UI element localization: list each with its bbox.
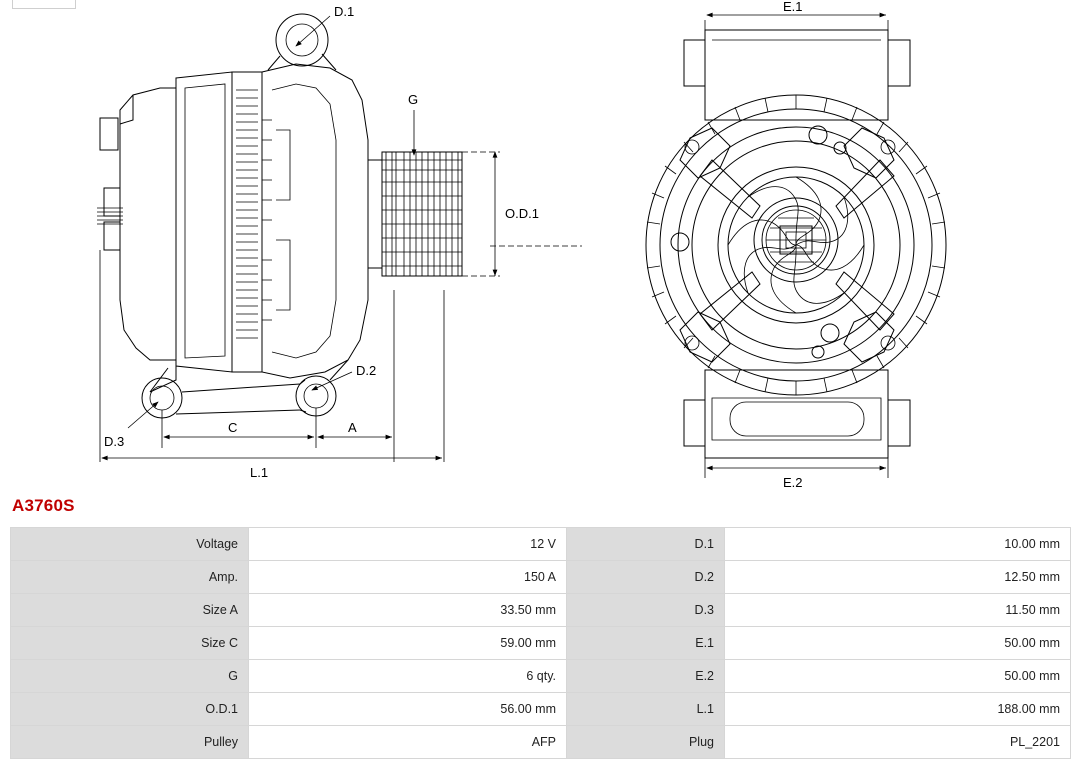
table-row — [11, 561, 1071, 594]
spec-value: 33.50 mm — [249, 594, 567, 627]
spec-value: AFP — [249, 726, 567, 759]
table-row — [11, 627, 1071, 660]
part-number: A3760S — [12, 496, 75, 515]
table-row — [11, 726, 1071, 759]
spec-value: 6 qty. — [249, 660, 567, 693]
side-view-group — [97, 4, 582, 480]
spec-label: Pulley — [11, 726, 249, 759]
table-row — [11, 594, 1071, 627]
spec-value: 50.00 mm — [725, 660, 1071, 693]
label-c: C — [228, 420, 238, 435]
spec-value: 59.00 mm — [249, 627, 567, 660]
spec-label: Size A — [11, 594, 249, 627]
spec-value: 150 A — [249, 561, 567, 594]
table-row — [11, 693, 1071, 726]
label-od1: O.D.1 — [505, 206, 539, 221]
spec-value: 188.00 mm — [725, 693, 1071, 726]
label-l1: L.1 — [250, 465, 269, 480]
spec-label: O.D.1 — [11, 693, 249, 726]
label-d2: D.2 — [356, 363, 377, 378]
spec-label: D.1 — [567, 528, 725, 561]
spec-label: E.2 — [567, 660, 725, 693]
spec-value: 11.50 mm — [725, 594, 1071, 627]
spec-label: Size C — [11, 627, 249, 660]
specifications-table — [10, 527, 1071, 759]
spec-label: Voltage — [11, 528, 249, 561]
spec-value: 12.50 mm — [725, 561, 1071, 594]
label-g: G — [408, 92, 419, 107]
table-row — [11, 528, 1071, 561]
spec-value: 10.00 mm — [725, 528, 1071, 561]
spec-label: G — [11, 660, 249, 693]
spec-value: PL_2201 — [725, 726, 1071, 759]
spec-value: 56.00 mm — [249, 693, 567, 726]
spec-label: D.3 — [567, 594, 725, 627]
label-e1: E.1 — [783, 0, 803, 14]
spec-label: E.1 — [567, 627, 725, 660]
label-d3: D.3 — [104, 434, 125, 449]
spec-label: D.2 — [567, 561, 725, 594]
label-d1: D.1 — [334, 4, 355, 19]
front-view-group — [646, 0, 946, 490]
label-e2: E.2 — [783, 475, 803, 490]
spec-label: Plug — [567, 726, 725, 759]
label-a: A — [348, 420, 357, 435]
spec-label: Amp. — [11, 561, 249, 594]
table-row — [11, 660, 1071, 693]
spec-label: L.1 — [567, 693, 725, 726]
spec-value: 12 V — [249, 528, 567, 561]
spec-value: 50.00 mm — [725, 627, 1071, 660]
